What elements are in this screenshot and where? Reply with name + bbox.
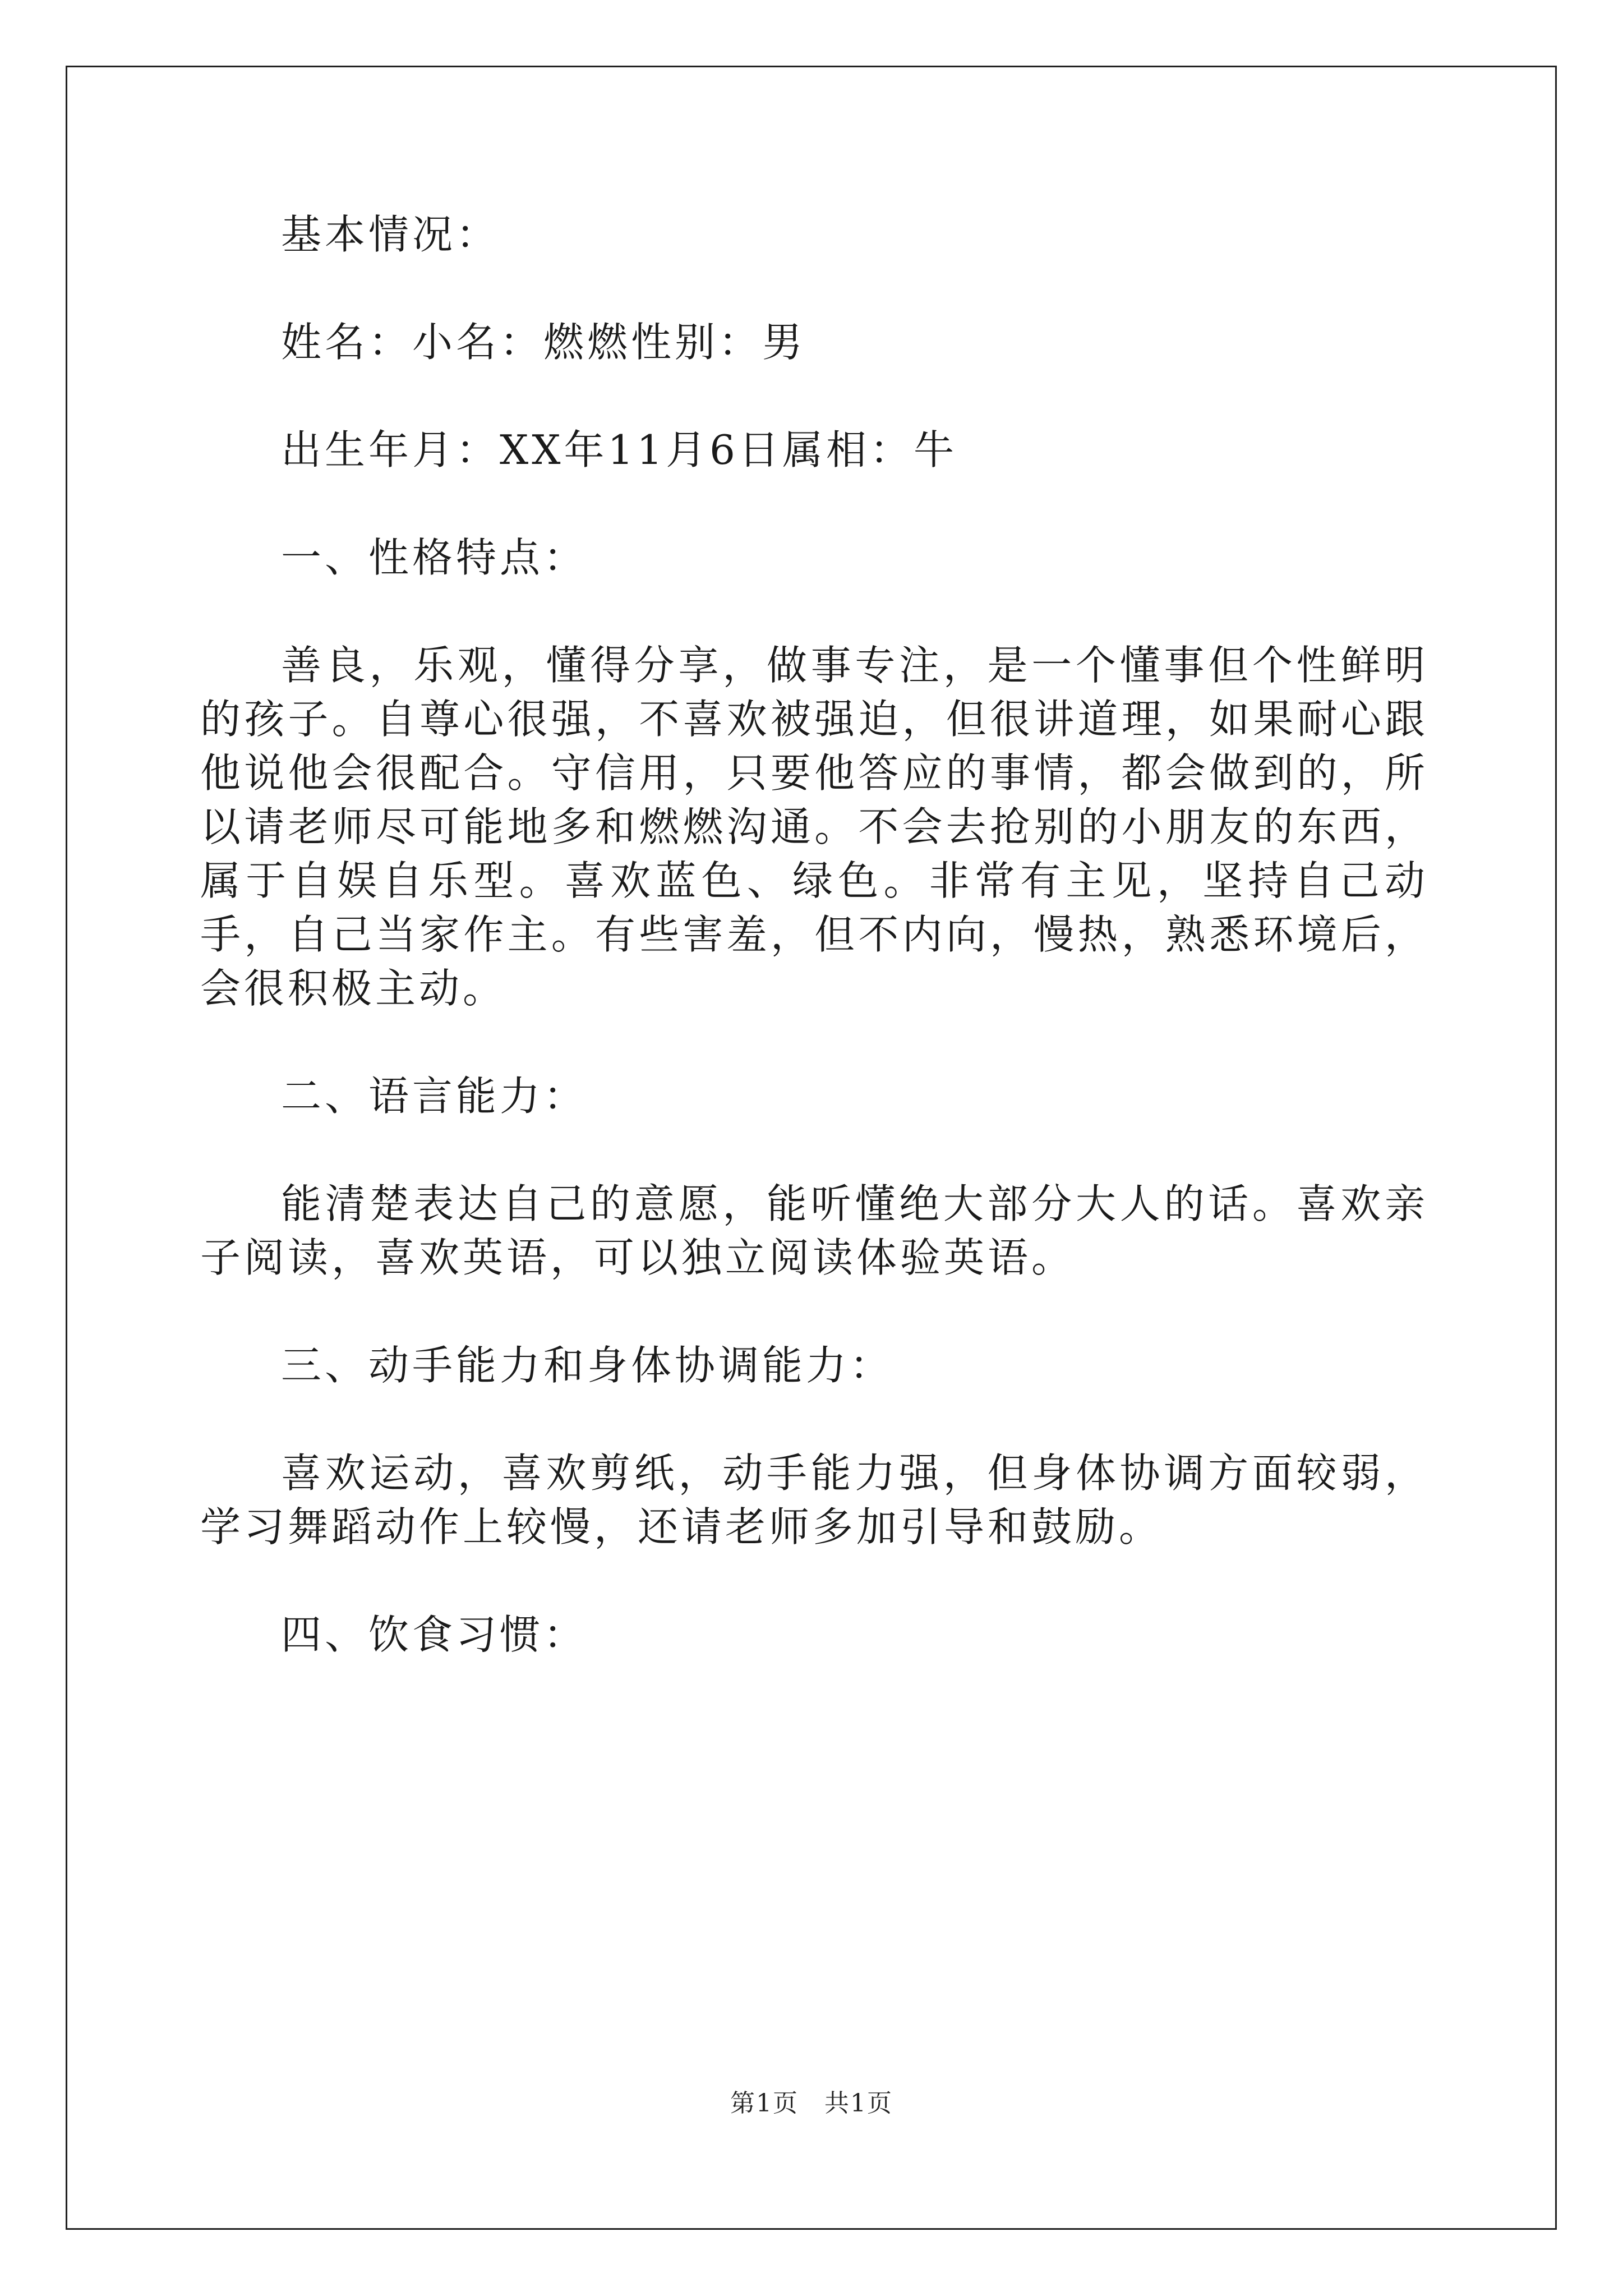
heading-diet: 四、饮食习惯： (281, 1611, 588, 1658)
page-number-footer: 第1页 共1页 (730, 2089, 893, 2118)
paragraph-language: 能清楚表达自己的意愿，能听懂绝大部分大人的话。喜欢亲子阅读，喜欢英语，可以独立阅读体验英语。 (200, 1180, 1428, 1281)
paragraph-motor: 喜欢运动，喜欢剪纸，动手能力强，但身体协调方面较弱，学习舞蹈动作上较慢，还请老师多加引导和鼓励。 (200, 1450, 1428, 1550)
heading-personality: 一、性格特点： (281, 534, 588, 581)
birth-zodiac-line: 出生年月：XX年11月6日属相：牛 (281, 426, 957, 473)
heading-motor: 三、动手能力和身体协调能力： (281, 1342, 894, 1389)
document-body (200, 208, 1428, 1715)
name-gender-line: 姓名：小名：燃燃性别：男 (281, 319, 806, 366)
heading-language: 二、语言能力： (281, 1073, 588, 1120)
paragraph-personality: 善良，乐观，懂得分享，做事专注，是一个懂事但个性鲜明的孩子。自尊心很强，不喜欢被强迫，但很讲道理，如果耐心跟他说他会很配合。守信用，只要他答应的事情，都会做到的，所以请老师尽可能地多和燃燃沟通。不会去抢别的小朋友的东西，属于自娱自乐型。喜欢蓝色、绿色。非常有主见，坚持自己动手，自己当家作主。有些害羞，但不内向，慢热，熟悉环境后，会很积极主动。 (200, 642, 1428, 1012)
heading-basic-info: 基本情况： (281, 211, 500, 258)
